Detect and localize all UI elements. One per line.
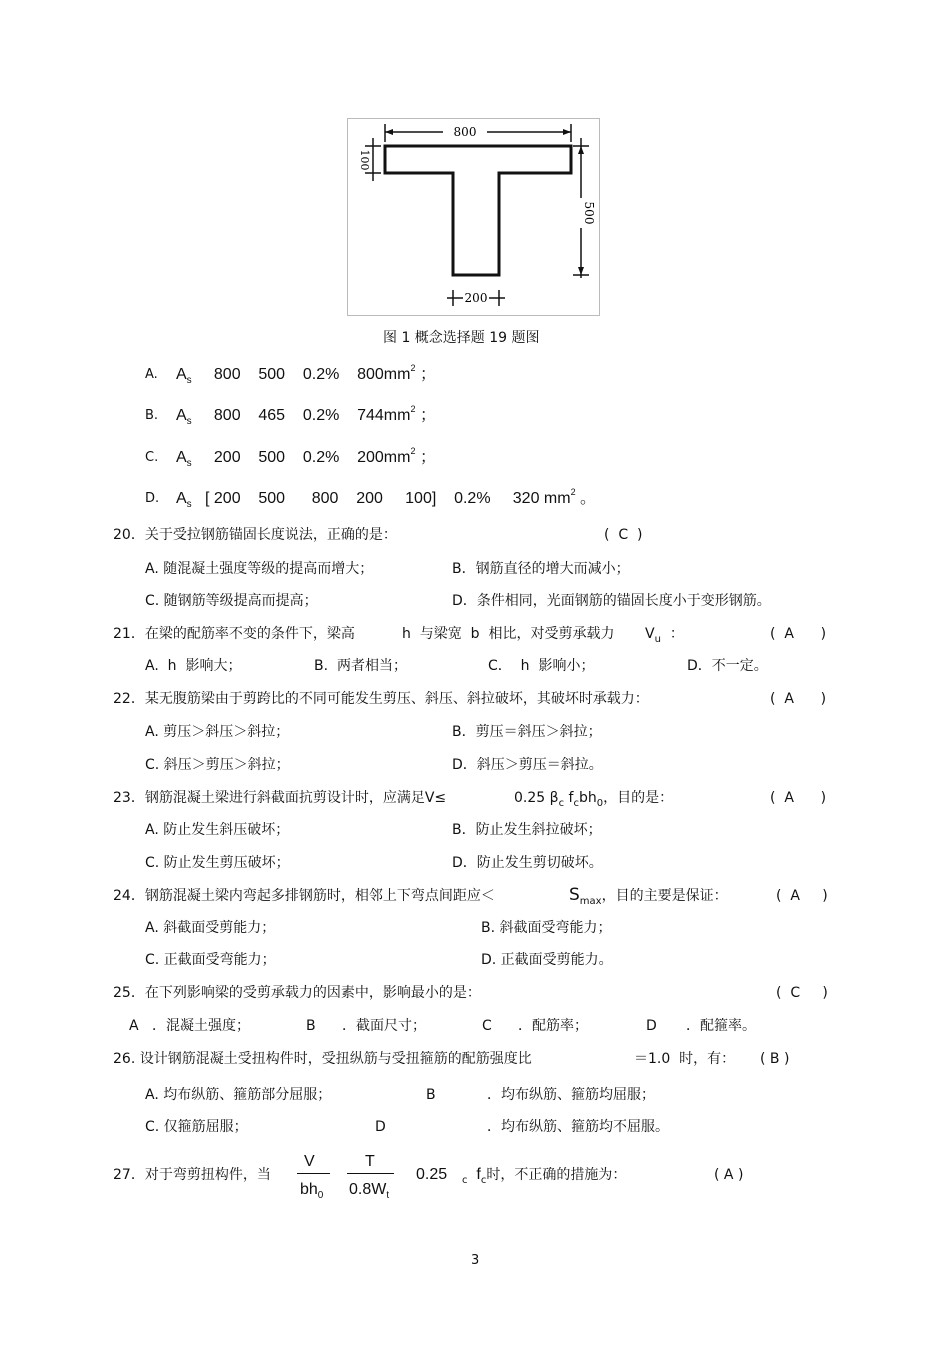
q23-option-a: A. 防止发生斜压破坏； [145,822,290,838]
t-section-figure [347,118,600,316]
q23-option-c: C. 防止发生剪压破坏； [145,855,290,871]
purpose: ，目的主要是保证： [601,888,728,904]
q24-answer: ( A ) [776,888,828,904]
q27-fc [462,1167,626,1185]
fraction-numerator: V [304,1153,315,1170]
sub: max [579,896,602,907]
sub: s [186,499,192,510]
coef: 0.25 β [514,790,559,806]
values: 200 500 0.2% 200mm [213,449,411,466]
q25-option-c: ．配筋率； [518,1018,588,1034]
q24-stem-a: 24．钢筋混凝土梁内弯起多排钢筋时，相邻上下弯点间距应＜ [113,888,495,904]
q23-option-b: B．防止发生斜拉破坏； [452,822,602,838]
fraction-denominator [300,1182,323,1200]
q27-coef [416,1167,447,1183]
sub: 0 [317,1190,324,1201]
q22-option-c: C. 斜压＞剪压＞斜拉； [145,757,290,773]
q26-option-c: C. 仅箍筋屈服； [145,1119,248,1135]
end: ； [419,449,436,466]
q22-stem: 22．某无腹筋梁由于剪跨比的不同可能发生剪压、斜压、斜拉破坏，其破坏时承载力： [113,691,649,707]
bh: bh [578,790,597,806]
q21-answer: ( A ) [770,626,827,642]
page-number: 3 [471,1253,480,1268]
q22-option-b: B．剪压＝斜压＞斜拉； [452,724,602,740]
q21-stem-a: 21．在梁的配筋率不变的条件下，梁高 [113,626,355,642]
colon: ： [669,626,684,642]
q22-answer: ( A ) [770,691,827,707]
q25-option-a-letter: A [129,1018,139,1034]
q23-answer: ( A ) [770,790,827,806]
var-v: V [645,626,655,642]
q24-option-c: C. 正截面受弯能力； [145,952,276,968]
option-formula [176,404,436,427]
q25-option-b-letter: B [306,1018,316,1034]
bh: bh [300,1181,318,1198]
q21-stem-b: h 与梁宽 b 相比，对受剪承载力 [402,626,615,642]
sup: 2 [570,487,576,497]
fraction-denominator [349,1182,389,1200]
end: ； [419,407,436,424]
option-formula [176,363,436,386]
var-as: A [176,407,187,424]
coef: 0.25 [416,1166,448,1183]
q26-option-b-letter: B [426,1087,436,1103]
q27-stem: 27．对于弯剪扭构件，当 [113,1167,271,1183]
q24-option-a: A. 斜截面受剪能力； [145,920,276,936]
end: 。 [580,490,597,507]
sub: u [654,634,661,645]
dim-left-text: 100 [358,149,371,171]
q26-stem-a: 26. 设计钢筋混凝土受扭构件时，受扭纵筋与受扭箍筋的配筋强度比 [113,1051,532,1067]
q21-option-d: D．不一定。 [687,658,768,674]
sub: s [186,458,192,469]
q26-option-d-letter: D [375,1119,386,1135]
var-as: A [176,449,187,466]
q20-option-b: B．钢筋直径的增大而减小； [452,561,630,577]
figure-caption: 图 1 概念选择题 19 题图 [383,330,540,346]
values: 800 465 0.2% 744mm [213,407,411,424]
q20-option-a: A. 随混凝土强度等级的提高而增大； [145,561,374,577]
q24-option-d: D. 正截面受剪能力。 [481,952,613,968]
sub: s [186,416,192,427]
values: [ 200 500 800 200 100] 0.2% 320 mm [205,490,571,507]
option-label: C. [145,450,159,465]
sub: c [480,1175,487,1186]
option-label: B. [145,408,159,423]
tail: 时，不正确的措施为： [486,1167,627,1183]
q21-option-a: A. h 影响大； [145,658,242,674]
q23-stem-a: 23．钢筋混凝土梁进行斜截面抗剪设计时，应满足V≤ [113,790,447,806]
sup: 2 [410,404,416,414]
q22-option-a: A. 剪压＞斜压＞斜拉； [145,724,290,740]
q24-option-b: B. 斜截面受弯能力； [481,920,612,936]
var-as: A [176,490,187,507]
q26-stem-b: ＝1.0 时，有： [634,1051,736,1067]
fraction-line [347,1173,394,1174]
sup: 2 [410,446,416,456]
q20-stem: 20．关于受拉钢筋锚固长度说法，正确的是： [113,527,397,543]
w: 0.8W [349,1181,387,1198]
purpose: ，目的是： [603,790,674,806]
q25-option-c-letter: C [482,1018,492,1034]
sub: c [573,798,579,809]
q22-option-d: D．斜压＞剪压＝斜拉。 [452,757,603,773]
f: f [476,1166,481,1183]
q24-stem-b [569,887,728,906]
q26-answer: ( B ) [760,1051,790,1067]
var-s: S [569,885,580,905]
end: ； [419,366,436,383]
fraction-numerator: T [365,1153,375,1170]
option-formula [176,487,597,510]
q23-option-d: D．防止发生剪切破坏。 [452,855,603,871]
option-label: D. [145,491,160,506]
q20-option-d: D．条件相同，光面钢筋的锚固长度小于变形钢筋。 [452,593,771,609]
q21-option-c: C． h 影响小； [488,658,595,674]
dim-top-text: 800 [453,125,477,139]
option-label: A. [145,367,158,382]
q23-stem-formula [514,790,673,808]
q21-option-b: B. 两者相当； [314,658,407,674]
q20-option-c: C. 随钢筋等级提高而提高； [145,593,318,609]
q25-option-d-letter: D [646,1018,657,1034]
dim-bottom-text: 200 [464,291,488,305]
option-formula [176,446,436,469]
sub: t [386,1190,390,1201]
sup: 2 [410,363,416,373]
q26-option-a: A. 均布纵筋、箍筋部分屈服； [145,1087,332,1103]
q21-stem-v [645,626,684,644]
q25-option-d: ．配箍率。 [686,1018,756,1034]
fc: f [564,790,574,806]
q20-answer: ( C ) [604,527,643,543]
q25-answer: ( C ) [776,985,828,1001]
q26-option-b: ．均布纵筋、箍筋均屈服； [487,1087,655,1103]
sub: c [462,1175,468,1186]
q25-option-b: ．截面尺寸； [342,1018,426,1034]
q26-option-d: ．均布纵筋、箍筋均不屈服。 [487,1119,669,1135]
var-as: A [176,366,187,383]
dim-right-text: 500 [582,201,596,225]
sub: c [558,798,565,809]
sub: 0 [596,798,604,809]
q27-answer: ( A ) [714,1167,744,1183]
values: 800 500 0.2% 800mm [213,366,411,383]
q25-stem: 25．在下列影响梁的受剪承载力的因素中，影响最小的是： [113,985,481,1001]
sub: s [186,375,192,386]
fraction-line [297,1173,330,1174]
q25-option-a: ．混凝土强度； [152,1018,250,1034]
